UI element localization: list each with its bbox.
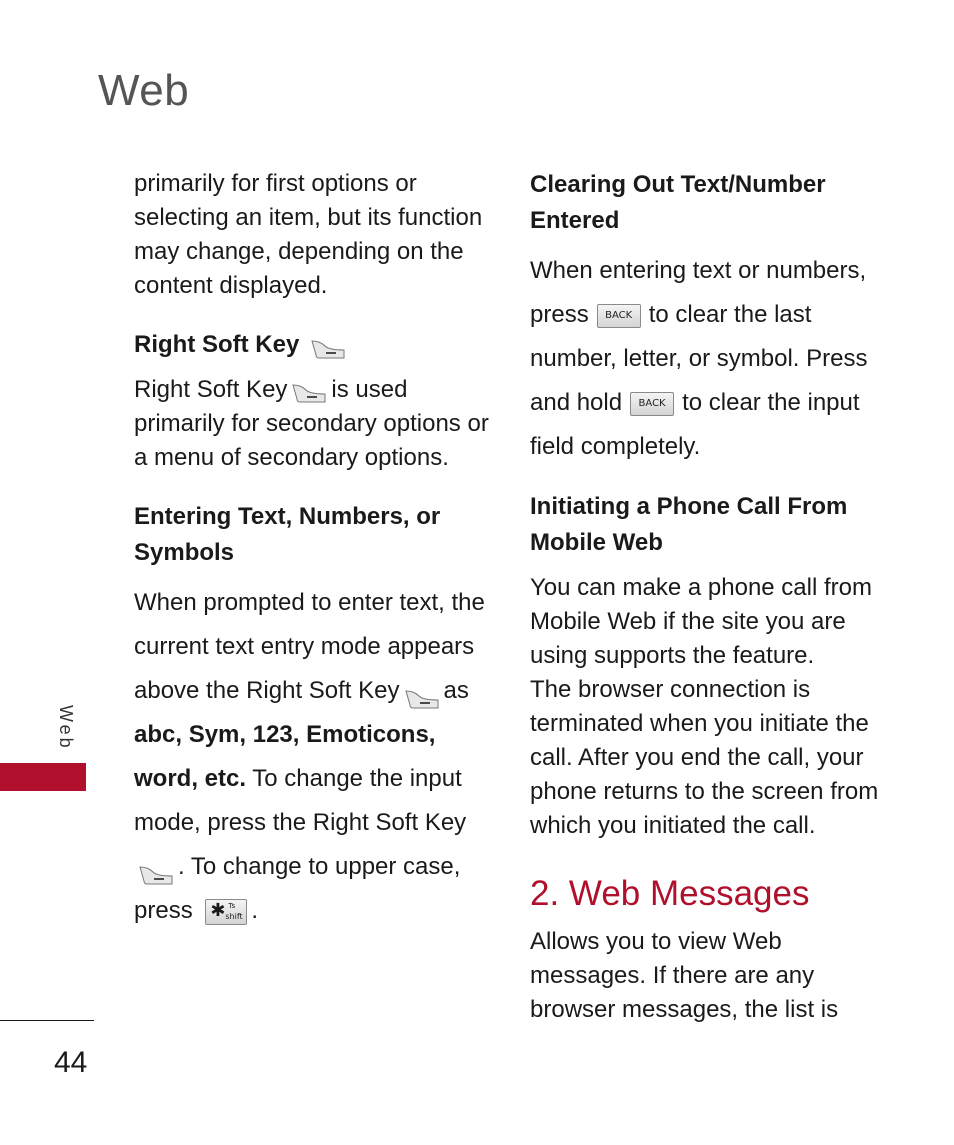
- clearing-a: When entering text or numbers, press: [530, 257, 867, 328]
- soft-key-icon: [291, 380, 327, 402]
- section-title: 2. Web Messages: [530, 874, 810, 913]
- side-tab-label: Web: [56, 705, 76, 751]
- entering-e: .: [251, 897, 259, 924]
- entering-a: When prompted to enter text, the current text entry mode appears above the Right Soft Key: [134, 589, 485, 704]
- entering-text-paragraph: [134, 581, 494, 933]
- clearing-paragraph: [530, 249, 890, 469]
- clearing-heading: Clearing Out Text/Number Entered: [530, 171, 826, 234]
- intro-paragraph: primarily for first options or selecting an item, but its function may change, depending on the content displayed.: [134, 170, 483, 299]
- clearing-b: to clear the last number, letter, or symbol. Press and hold: [530, 301, 868, 416]
- back-key-icon: BACK: [597, 304, 641, 328]
- entering-d: . To change to upper case, press: [134, 853, 461, 924]
- right-soft-key-heading: [134, 327, 494, 363]
- side-tab-marker: [0, 763, 86, 791]
- entering-text-heading: Entering Text, Numbers, or Symbols: [134, 503, 441, 566]
- initiating-paragraph-2: The browser connection is terminated when you initiate the call. After you end the call, your phone returns to the screen from which you initiated the call.: [530, 676, 879, 839]
- page-title: Web: [98, 66, 190, 115]
- footer-rule: [0, 1020, 94, 1021]
- entering-c: To change the input mode, press the Right Soft Key: [134, 765, 467, 836]
- right-soft-key-paragraph: [134, 373, 494, 475]
- initiating-heading: Initiating a Phone Call From Mobile Web: [530, 493, 848, 556]
- shift-key-icon: ✱ Ts shift: [205, 899, 247, 925]
- entering-b: as: [443, 677, 469, 704]
- soft-key-icon: [138, 857, 174, 879]
- page-number: 44: [54, 1046, 88, 1079]
- web-messages-paragraph: Allows you to view Web messages. If there are any browser messages, the list is: [530, 928, 839, 1023]
- rsk-text-a: Right Soft Key: [134, 376, 288, 403]
- right-column: [530, 167, 890, 1027]
- input-modes-list: abc, Sym, 123, Emoticons, word, etc.: [134, 721, 436, 792]
- clearing-c: to clear the input field completely.: [530, 389, 860, 460]
- rsk-text-b: is used primarily for secondary options or a menu of secondary options.: [134, 376, 489, 471]
- soft-key-icon: [310, 335, 346, 357]
- initiating-paragraph-1: You can make a phone call from Mobile Web if the site you are using supports the feature.: [530, 574, 872, 669]
- back-key-icon: BACK: [630, 392, 674, 416]
- left-column: [134, 167, 494, 933]
- right-soft-key-heading-text: Right Soft Key: [134, 331, 300, 358]
- soft-key-icon: [404, 681, 440, 703]
